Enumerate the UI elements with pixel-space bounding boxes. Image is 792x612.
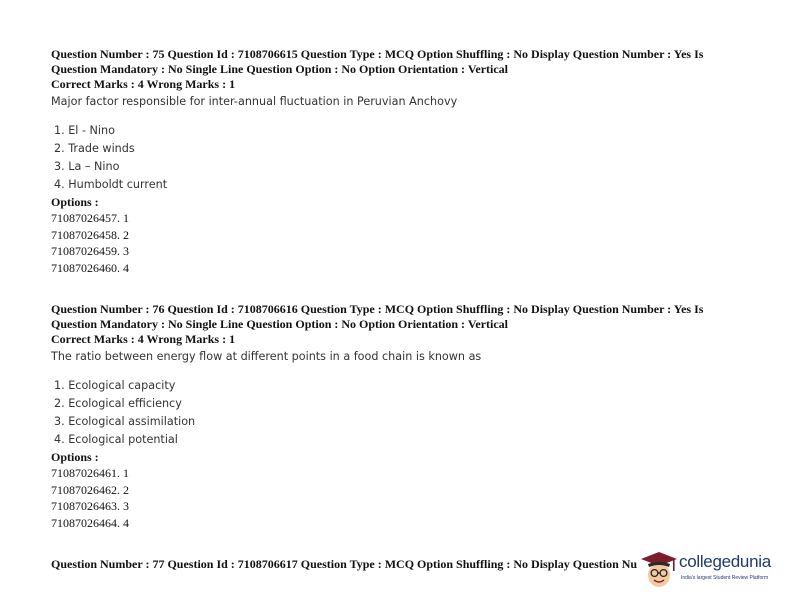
option-id: 71087026461. 1 <box>51 466 129 480</box>
option-id: 71087026463. 3 <box>51 499 129 513</box>
answer-option: 2. Ecological efficiency <box>54 397 182 410</box>
question-75 <box>51 47 751 276</box>
answer-option: 1. El - Nino <box>54 124 115 137</box>
question-stem: The ratio between energy flow at different points in a food chain is known as <box>51 350 482 363</box>
options-label: Options : <box>51 450 99 464</box>
question-meta-line-1: Question Number : 77 Question Id : 7108706617 Question Type : MCQ Option Shuffling : No Display Question Nu <box>51 557 638 571</box>
question-meta-line-2: Question Mandatory : No Single Line Question Option : No Option Orientation : Vertical <box>51 62 509 76</box>
question-marks: Correct Marks : 4 Wrong Marks : 1 <box>51 77 236 91</box>
answer-option: 4. Ecological potential <box>54 433 178 446</box>
answer-option: 3. Ecological assimilation <box>54 415 196 428</box>
graduate-mascot-icon <box>639 550 679 592</box>
option-id-list <box>51 465 751 531</box>
answer-option: 1. Ecological capacity <box>54 379 176 392</box>
answer-options <box>51 377 751 449</box>
question-marks: Correct Marks : 4 Wrong Marks : 1 <box>51 332 236 346</box>
collegedunia-watermark <box>637 548 787 594</box>
question-meta-line-1: Question Number : 76 Question Id : 7108706616 Question Type : MCQ Option Shuffling : No Display Question Number : Yes Is <box>51 302 704 316</box>
logo-tagline: India's largest Student Review Platform <box>681 575 769 581</box>
options-label: Options : <box>51 195 99 209</box>
option-id-list <box>51 210 751 276</box>
logo-wordmark: collegedunia <box>679 552 771 571</box>
option-id: 71087026462. 2 <box>51 482 129 497</box>
question-stem: Major factor responsible for inter-annual fluctuation in Peruvian Anchovy <box>51 95 458 108</box>
answer-option: 3. La – Nino <box>54 160 120 173</box>
option-id: 71087026457. 1 <box>51 211 129 225</box>
answer-option: 2. Trade winds <box>54 142 135 155</box>
answer-options <box>51 122 751 194</box>
option-id: 71087026464. 4 <box>51 515 129 530</box>
answer-option: 4. Humboldt current <box>54 178 168 191</box>
option-id: 71087026460. 4 <box>51 260 129 275</box>
option-id: 71087026458. 2 <box>51 227 129 242</box>
option-id: 71087026459. 3 <box>51 244 129 258</box>
question-meta-line-1: Question Number : 75 Question Id : 7108706615 Question Type : MCQ Option Shuffling : No Display Question Number : Yes Is <box>51 47 704 61</box>
question-meta-line-2: Question Mandatory : No Single Line Question Option : No Option Orientation : Vertical <box>51 317 509 331</box>
question-76 <box>51 302 751 531</box>
